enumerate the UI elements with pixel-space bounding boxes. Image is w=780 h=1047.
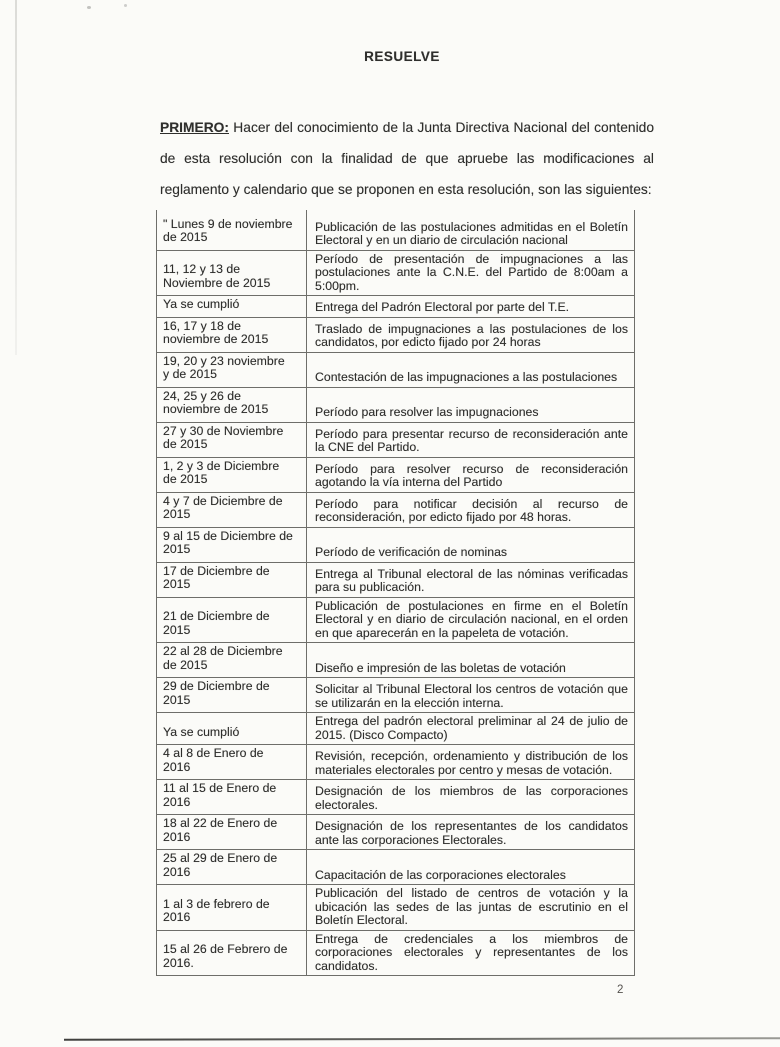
date-cell: 21 de Diciembre de 2015 <box>157 597 307 643</box>
date-cell: 4 y 7 de Diciembre de 2015 <box>157 492 307 527</box>
date-cell: 18 al 22 de Enero de 2016 <box>157 815 307 850</box>
activity-cell: Capacitación de las corporaciones electorales <box>307 850 635 885</box>
date-cell: 1, 2 y 3 de Diciembre de 2015 <box>157 457 307 492</box>
table-row <box>157 815 635 850</box>
table-row <box>157 210 635 250</box>
table-row <box>157 422 635 457</box>
table-row <box>157 745 635 780</box>
paragraph-body: Hacer del conocimiento de la Junta Directiva Nacional del contenido de esta resolución con la finalidad de que apruebe las modificaciones al reglamento y calendario que se proponen en esta resolución, son las siguientes: <box>160 120 654 197</box>
table-row <box>157 643 635 678</box>
date-cell: 16, 17 y 18 de noviembre de 2015 <box>157 317 307 352</box>
table-row <box>157 678 635 713</box>
date-cell: " Lunes 9 de noviembre de 2015 <box>157 210 307 250</box>
page-title: RESUELVE <box>364 49 440 64</box>
activity-cell: Solicitar al Tribunal Electoral los centros de votación que se utilizarán en la elección interna. <box>307 678 635 713</box>
activity-cell: Contestación de las impugnaciones a las postulaciones <box>307 352 635 387</box>
resolution-paragraph <box>160 112 654 205</box>
date-cell: 19, 20 y 23 noviembre y de 2015 <box>157 352 307 387</box>
table-row <box>157 885 635 931</box>
table-row <box>157 562 635 597</box>
table-row <box>157 296 635 318</box>
electoral-calendar-rows <box>157 210 635 976</box>
activity-cell: Publicación de postulaciones en firme en el Boletín Electoral y en diario de circulación nacional, en el orden en que aparecerán en la papeleta de votación. <box>307 597 635 643</box>
scan-artifact-bottom-line <box>64 1037 780 1040</box>
activity-cell: Entrega del Padrón Electoral por parte del T.E. <box>307 296 635 318</box>
table-row <box>157 713 635 745</box>
activity-cell: Publicación de las postulaciones admitidas en el Boletín Electoral y en un diario de circulación nacional <box>307 210 635 250</box>
paragraph-lead-primero: PRIMERO: <box>160 120 229 135</box>
table-row <box>157 850 635 885</box>
scan-speck <box>124 4 127 7</box>
activity-cell: Período para resolver las impugnaciones <box>307 387 635 422</box>
date-cell: 27 y 30 de Noviembre de 2015 <box>157 422 307 457</box>
date-cell: 15 al 26 de Febrero de 2016. <box>157 930 307 976</box>
table-row <box>157 250 635 296</box>
activity-cell: Revisión, recepción, ordenamiento y distribución de los materiales electorales por centro y mesas de votación. <box>307 745 635 780</box>
date-cell: 22 al 28 de Diciembre de 2015 <box>157 643 307 678</box>
date-cell: 25 al 29 de Enero de 2016 <box>157 850 307 885</box>
table-row <box>157 930 635 976</box>
activity-cell: Designación de los miembros de las corporaciones electorales. <box>307 780 635 815</box>
table-row <box>157 457 635 492</box>
date-cell: 9 al 15 de Diciembre de 2015 <box>157 527 307 562</box>
activity-cell: Designación de los representantes de los candidatos ante las corporaciones Electorales. <box>307 815 635 850</box>
activity-cell: Traslado de impugnaciones a las postulaciones de los candidatos, por edicto fijado por 24 horas <box>307 317 635 352</box>
date-cell: Ya se cumplió <box>157 713 307 745</box>
activity-cell: Período para resolver recurso de reconsideración agotando la vía interna del Partido <box>307 457 635 492</box>
table-row <box>157 352 635 387</box>
table-row <box>157 597 635 643</box>
table-row <box>157 780 635 815</box>
table-row <box>157 492 635 527</box>
activity-cell: Período de verificación de nominas <box>307 527 635 562</box>
date-cell: 29 de Diciembre de 2015 <box>157 678 307 713</box>
date-cell: 4 al 8 de Enero de 2016 <box>157 745 307 780</box>
date-cell: Ya se cumplió <box>157 296 307 318</box>
date-cell: 17 de Diciembre de 2015 <box>157 562 307 597</box>
scan-speck <box>87 6 91 9</box>
activity-cell: Entrega de credenciales a los miembros de corporaciones electorales y representantes de los candidatos. <box>307 930 635 976</box>
activity-cell: Publicación del listado de centros de votación y la ubicación las sedes de las juntas de escrutinio en el Boletín Electoral. <box>307 885 635 931</box>
activity-cell: Período para presentar recurso de reconsideración ante la CNE del Partido. <box>307 422 635 457</box>
activity-cell: Período de presentación de impugnaciones a las postulaciones ante la C.N.E. del Partido de 8:00am a 5:00pm. <box>307 250 635 296</box>
table-row <box>157 527 635 562</box>
date-cell: 1 al 3 de febrero de 2016 <box>157 885 307 931</box>
table-row <box>157 387 635 422</box>
activity-cell: Entrega del padrón electoral preliminar al 24 de julio de 2015. (Disco Compacto) <box>307 713 635 745</box>
table-row <box>157 317 635 352</box>
page-number: 2 <box>617 984 624 996</box>
activity-cell: Diseño e impresión de las boletas de votación <box>307 643 635 678</box>
date-cell: 24, 25 y 26 de noviembre de 2015 <box>157 387 307 422</box>
date-cell: 11 al 15 de Enero de 2016 <box>157 780 307 815</box>
activity-cell: Entrega al Tribunal electoral de las nóminas verificadas para su publicación. <box>307 562 635 597</box>
activity-cell: Período para notificar decisión al recurso de reconsideración, por edicto fijado por 48 horas. <box>307 492 635 527</box>
date-cell: 11, 12 y 13 de Noviembre de 2015 <box>157 250 307 296</box>
electoral-calendar-table <box>156 210 635 976</box>
